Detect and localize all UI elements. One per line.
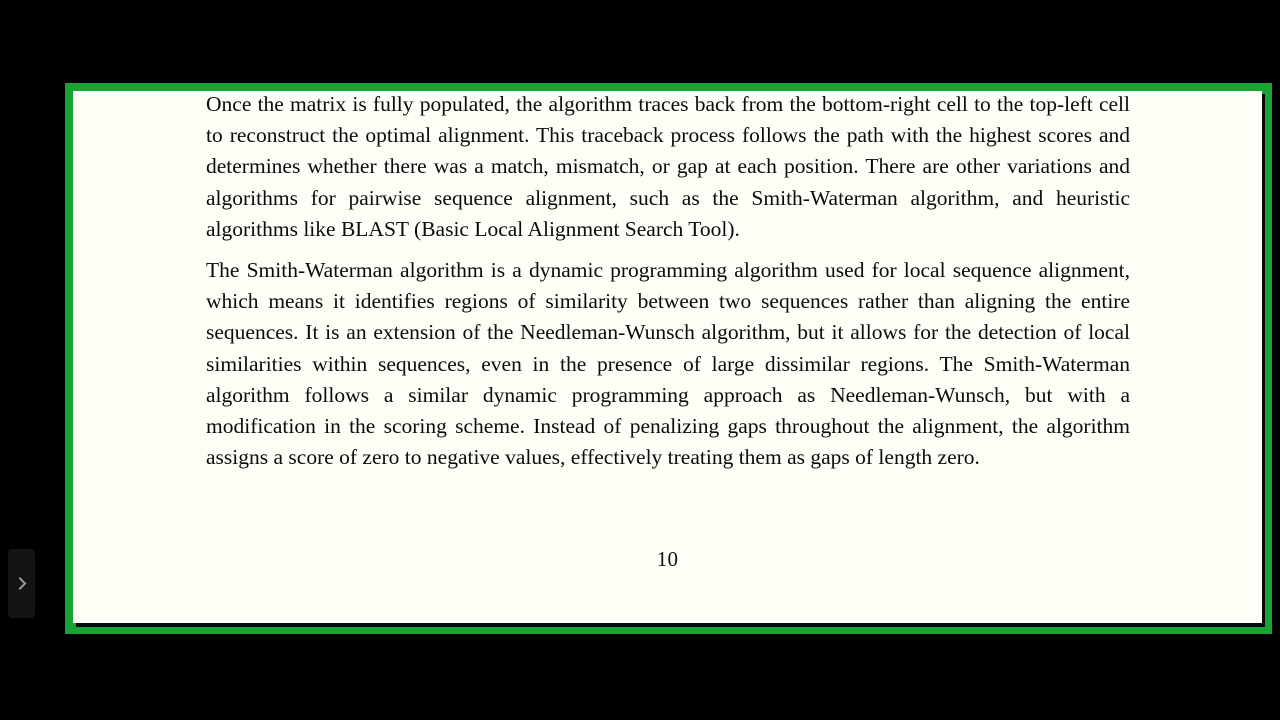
paragraph: Once the matrix is fully populated, the algorithm traces back from the bottom-right cell to the top-left cell to reconstruct the optimal alignment. This traceback process follows the path with the highest scores and determines whether there was a match, mismatch, or gap at each position. There are other variations and algorithms for pairwise sequence alignment, such as the Smith-Waterman algorithm, and heuristic algorithms like BLAST (Basic Local Alignment Search Tool). — [206, 92, 1130, 241]
page-number: 10 — [656, 547, 679, 571]
sidebar-expand-handle[interactable] — [8, 549, 35, 618]
page-sheet[interactable] — [73, 91, 1262, 623]
page-text-column — [206, 91, 1130, 473]
chevron-right-icon — [14, 577, 27, 590]
paragraph: The Smith-Waterman algorithm is a dynamic programming algorithm used for local sequence alignment, which means it identifies regions of similarity between two sequences rather than aligning the entire sequences. It is an extension of the Needleman-Wunsch algorithm, but it allows for the detection of local similarities within sequences, even in the presence of large dissimilar regions. The Smith-Waterman algorithm follows a similar dynamic programming approach as Needleman-Wunsch, but with a modification in the scoring scheme. Instead of penalizing gaps throughout the alignment, the algorithm assigns a score of zero to negative values, effectively treating them as gaps of length zero. — [206, 258, 1130, 470]
document-frame — [65, 83, 1272, 634]
